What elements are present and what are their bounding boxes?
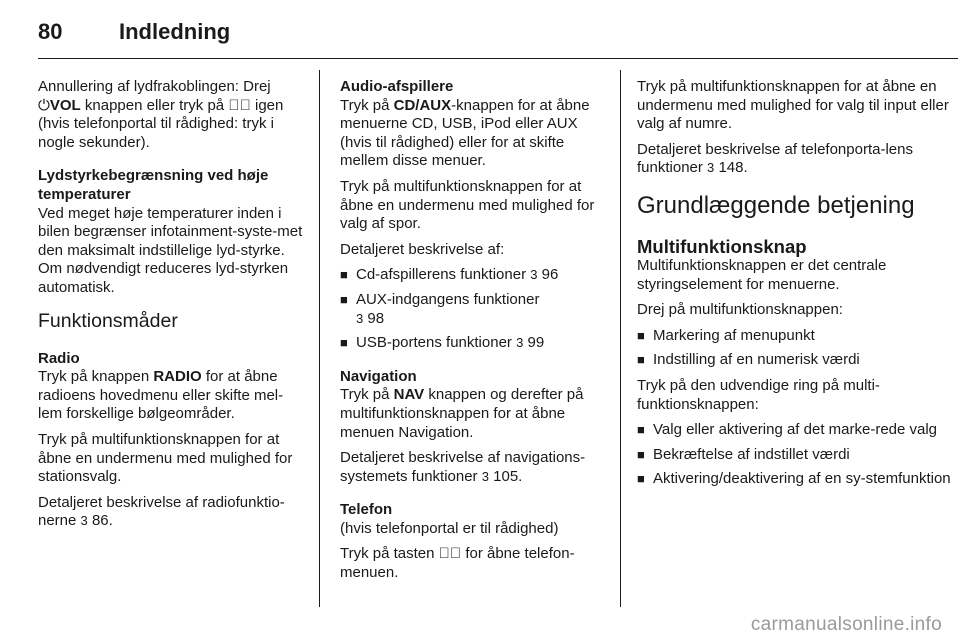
audio-paragraph-1: Tryk på CD/AUX-knappen for at åbne menuerne CD, USB, iPod eller AUX (hvis til rådighed) eller for at skifte mellem disse menuer.	[340, 96, 590, 170]
list-item: ■ USB-portens funktioner 3 99	[340, 334, 545, 352]
section-heading-basic-operation: Grundlæggende betjening	[637, 191, 915, 219]
column-divider-1	[319, 70, 320, 607]
column-3	[637, 78, 959, 496]
page-ref-link[interactable]: 98	[367, 309, 385, 327]
column-1	[38, 78, 306, 538]
list-item: ■ Valg eller aktivering af det marke-rede valg	[637, 421, 938, 439]
phone-paragraph-2: Detaljeret beskrivelse af telefonporta-lens funktioner 3 148.	[637, 140, 913, 177]
bullet-icon: ■	[340, 267, 348, 283]
list-item: ■ Cd-afspillerens funktioner 3 96	[340, 266, 559, 284]
navigation-paragraph-2: Detaljeret beskrivelse af navigations-systemets funktioner 3 105.	[340, 449, 586, 485]
page-ref-arrow-icon: 3	[356, 310, 364, 326]
radio-paragraph-2: Tryk på multifunktionsknappen for at åbne en undermenu med mulighed for stationsvalg.	[38, 430, 293, 486]
telephone-paragraph-1: (hvis telefonportal er til rådighed)	[340, 519, 559, 537]
page-ref-link[interactable]: 99	[527, 334, 545, 352]
page-ref-link[interactable]: 105.	[493, 467, 523, 485]
page-ref-arrow-icon: 3	[530, 267, 538, 283]
list-item: ■ AUX-indgangens funktioner 3 98	[340, 290, 540, 327]
multifunction-knob-heading: Multifunktionsknap	[637, 235, 807, 257]
page-ref-link[interactable]: 96	[541, 266, 559, 284]
bullet-icon: ■	[637, 471, 645, 487]
page-ref-arrow-icon: 3	[707, 160, 715, 176]
audio-paragraph-3: Detaljeret beskrivelse af:	[340, 240, 505, 258]
section-heading-modes: Funktionsmåder	[38, 309, 178, 332]
telephone-paragraph-2: Tryk på tasten ☏⃥ for åbne telefon-menuen.	[340, 545, 575, 582]
nav-button-label: NAV	[393, 386, 425, 404]
phone-paragraph-1: Tryk på multifunktionsknappen for at åbne en undermenu med mulighed for valg til input eller valg af numre.	[637, 78, 949, 133]
watermark: carmanualsonline.info	[750, 614, 942, 635]
list-item: ■ Indstilling af en numerisk værdi	[637, 351, 860, 369]
column-2	[340, 78, 606, 590]
cdaux-button-label: CD/AUX	[393, 96, 452, 114]
multifunction-paragraph-3: Tryk på den udvendige ring på multi-funktionsknappen:	[637, 376, 880, 413]
bullet-icon: ■	[340, 335, 348, 351]
list-item: ■ Markering af menupunkt	[637, 326, 815, 344]
bullet-icon: ■	[637, 352, 645, 368]
audio-heading: Audio-afspillere	[340, 78, 454, 95]
page-header	[38, 10, 958, 56]
phone-mute-icon: ☏⃥	[228, 96, 251, 114]
bullet-icon: ■	[637, 446, 645, 462]
turn-list	[637, 327, 959, 370]
column-divider-2	[620, 70, 621, 607]
navigation-paragraph-1: Tryk på NAV knappen og derefter på multifunktionsknappen for at åbne menuen Navigation.	[340, 386, 584, 441]
list-item: ■ Aktivering/deaktivering af en sy-stemfunktion	[637, 470, 951, 488]
list-item: ■ Bekræftelse af indstillet værdi	[637, 445, 850, 463]
radio-heading: Radio	[38, 349, 80, 367]
audio-paragraph-2: Tryk på multifunktionsknappen for at åbne en undermenu med mulighed for valg af spor.	[340, 177, 595, 233]
press-list	[637, 421, 959, 489]
volume-limit-heading: Lydstyrkebegrænsning ved høje temperaturer	[38, 167, 269, 203]
mute-cancel-paragraph: Annullering af lydfrakoblingen: Drej ⏻VOL knappen eller tryk på ☏⃥ igen (hvis telefonportal til rådighed: tryk i nogle sekunder).	[38, 78, 284, 151]
page-title: Indledning	[119, 19, 231, 44]
radio-paragraph-1: Tryk på knappen RADIO for at åbne radioens hovedmenu eller skifte mel-lem forskellige bølgeområder.	[38, 368, 284, 423]
radio-button-label: RADIO	[153, 368, 202, 386]
audio-list	[340, 266, 606, 352]
bullet-icon: ■	[637, 327, 645, 343]
page-ref-arrow-icon: 3	[481, 468, 489, 484]
telephone-heading: Telefon	[340, 501, 393, 519]
volume-limit-text: Ved meget høje temperaturer inden i bilen begrænser infotainment-syste-met den maksimalt indstillelige lyd-styrke. Om nødvendigt reduceres lyd-styrken automatisk.	[38, 204, 303, 296]
multifunction-paragraph-1: Multifunktionsknappen er det centrale styringselement for menuerne.	[637, 256, 887, 293]
page-ref-link[interactable]: 148.	[718, 159, 748, 177]
bullet-icon: ■	[340, 291, 348, 307]
radio-paragraph-3: Detaljeret beskrivelse af radiofunktio-nerne 3 86.	[38, 493, 285, 530]
page-number: 80	[38, 19, 63, 44]
bullet-icon: ■	[637, 422, 645, 438]
page-ref-arrow-icon: 3	[516, 335, 524, 351]
vol-label: VOL	[49, 96, 81, 114]
phone-icon: ☏⃥	[438, 545, 462, 563]
power-icon: ⏻	[38, 96, 50, 114]
header-rule	[38, 58, 958, 59]
page-ref-arrow-icon: 3	[80, 513, 88, 529]
navigation-heading: Navigation	[340, 367, 417, 385]
page-ref-link[interactable]: 86.	[91, 512, 113, 530]
multifunction-paragraph-2: Drej på multifunktionsknappen:	[637, 301, 843, 319]
